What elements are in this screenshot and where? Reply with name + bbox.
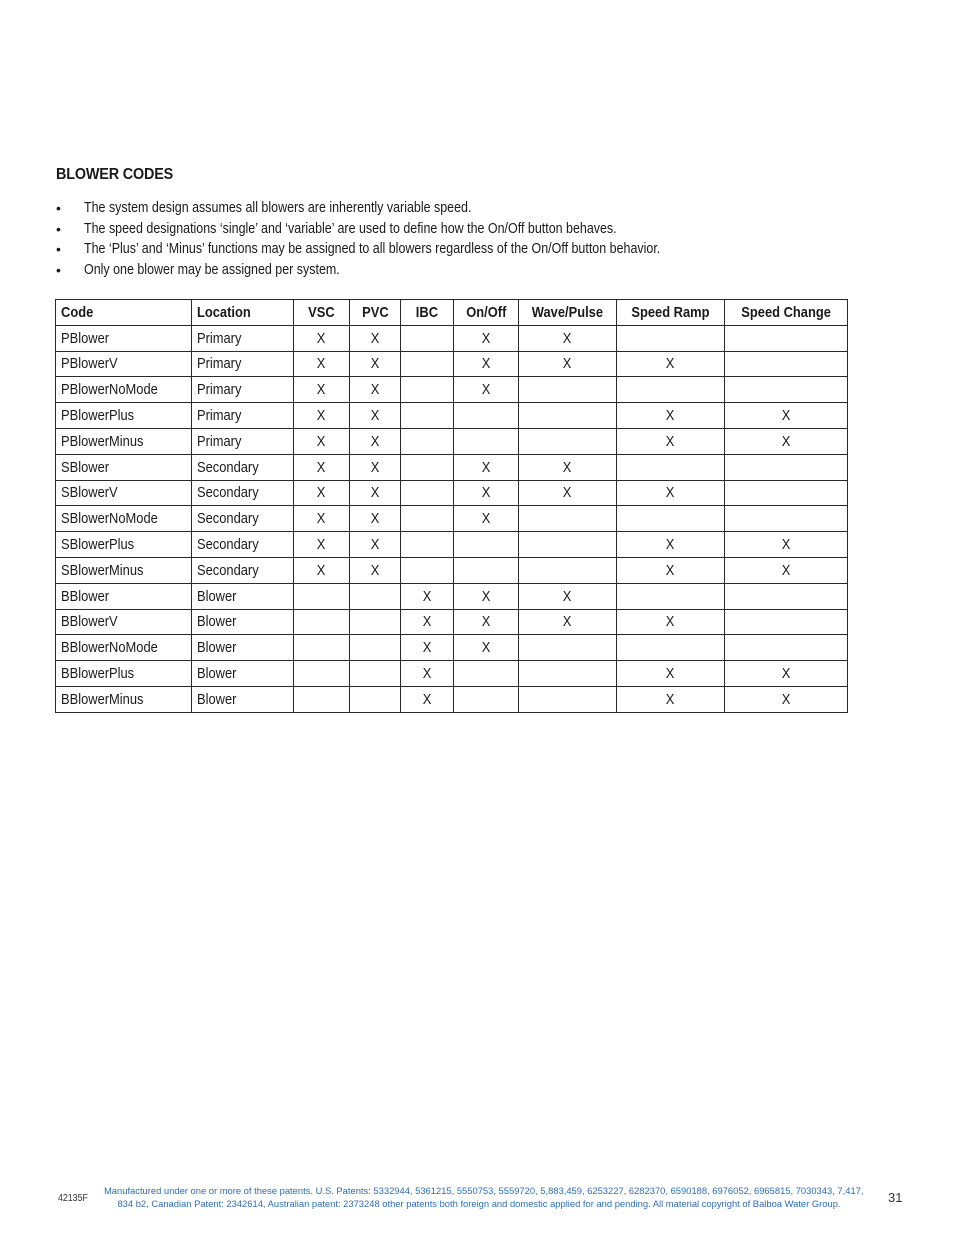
feature-cell xyxy=(725,635,848,661)
code-cell: PBlowerNoMode xyxy=(56,377,192,403)
feature-cell: X xyxy=(294,506,350,532)
feature-cell xyxy=(454,661,519,687)
feature-cell xyxy=(350,609,401,635)
feature-cell xyxy=(350,583,401,609)
feature-cell: X xyxy=(617,609,725,635)
feature-cell xyxy=(519,635,617,661)
feature-cell: X xyxy=(725,403,848,429)
bullet-item xyxy=(56,219,876,240)
feature-cell xyxy=(454,403,519,429)
feature-cell: X xyxy=(401,609,454,635)
column-header-wave-pulse: Wave/Pulse xyxy=(519,300,617,326)
feature-cell xyxy=(401,351,454,377)
feature-cell: X xyxy=(350,480,401,506)
feature-cell: X xyxy=(725,428,848,454)
column-header-speed-ramp: Speed Ramp xyxy=(617,300,725,326)
location-cell: Primary xyxy=(192,403,294,429)
feature-cell xyxy=(725,583,848,609)
feature-cell: X xyxy=(350,428,401,454)
feature-cell: X xyxy=(350,557,401,583)
code-cell: PBlower xyxy=(56,325,192,351)
feature-cell: X xyxy=(617,557,725,583)
bullet-item xyxy=(56,239,876,260)
feature-cell: X xyxy=(294,454,350,480)
feature-cell: X xyxy=(401,583,454,609)
feature-cell: X xyxy=(725,557,848,583)
location-cell: Blower xyxy=(192,661,294,687)
location-cell: Secondary xyxy=(192,480,294,506)
feature-cell: X xyxy=(454,377,519,403)
table-row xyxy=(56,609,848,635)
feature-cell: X xyxy=(617,480,725,506)
table-header-row xyxy=(56,300,848,326)
patent-notice-line: 834 b2, Canadian Patent: 2342614, Australian patent: 2373248 other patents both foreign and domestic applied for and pending. All material copyright of Balboa Water Group. xyxy=(117,1198,841,1209)
location-cell: Blower xyxy=(192,583,294,609)
feature-cell: X xyxy=(454,609,519,635)
feature-cell: X xyxy=(519,609,617,635)
feature-cell xyxy=(725,325,848,351)
table-row xyxy=(56,480,848,506)
column-header-speed-change: Speed Change xyxy=(725,300,848,326)
feature-cell xyxy=(294,686,350,712)
code-cell: BBlowerMinus xyxy=(56,686,192,712)
document-code: 42135F xyxy=(58,1193,88,1204)
feature-cell xyxy=(617,506,725,532)
location-cell: Secondary xyxy=(192,454,294,480)
feature-cell: X xyxy=(294,403,350,429)
column-header-on-off: On/Off xyxy=(454,300,519,326)
feature-cell: X xyxy=(350,377,401,403)
feature-cell xyxy=(294,635,350,661)
feature-cell xyxy=(519,557,617,583)
bullet-text: The ‘Plus’ and ‘Minus’ functions may be assigned to all blowers regardless of the On/Off button behavior. xyxy=(84,241,661,258)
code-cell: SBlowerPlus xyxy=(56,532,192,558)
table-row xyxy=(56,635,848,661)
bullet-text: The speed designations ‘single’ and ‘variable’ are used to define how the On/Off button behaves. xyxy=(84,220,617,237)
feature-cell: X xyxy=(454,480,519,506)
table-body xyxy=(56,325,848,712)
table-row xyxy=(56,583,848,609)
feature-cell xyxy=(401,403,454,429)
feature-cell xyxy=(617,377,725,403)
feature-cell xyxy=(519,377,617,403)
feature-cell: X xyxy=(725,661,848,687)
feature-cell: X xyxy=(519,351,617,377)
feature-cell xyxy=(294,609,350,635)
feature-cell: X xyxy=(454,506,519,532)
feature-cell: X xyxy=(454,583,519,609)
feature-cell: X xyxy=(454,635,519,661)
table-row xyxy=(56,428,848,454)
feature-cell: X xyxy=(294,480,350,506)
feature-cell xyxy=(725,454,848,480)
table-row xyxy=(56,325,848,351)
feature-cell xyxy=(725,377,848,403)
location-cell: Blower xyxy=(192,686,294,712)
column-header-code: Code xyxy=(56,300,192,326)
feature-cell xyxy=(725,506,848,532)
feature-cell xyxy=(401,454,454,480)
feature-cell: X xyxy=(401,661,454,687)
column-header-ibc: IBC xyxy=(401,300,454,326)
feature-cell xyxy=(519,506,617,532)
location-cell: Blower xyxy=(192,635,294,661)
feature-cell: X xyxy=(617,661,725,687)
location-cell: Blower xyxy=(192,609,294,635)
location-cell: Primary xyxy=(192,351,294,377)
bullet-dot: • xyxy=(56,220,61,237)
feature-cell: X xyxy=(454,454,519,480)
feature-cell xyxy=(454,686,519,712)
table-row xyxy=(56,557,848,583)
feature-cell xyxy=(401,480,454,506)
feature-cell: X xyxy=(350,454,401,480)
feature-cell: X xyxy=(401,686,454,712)
feature-cell: X xyxy=(617,532,725,558)
bullet-text: Only one blower may be assigned per system. xyxy=(84,262,340,279)
location-cell: Secondary xyxy=(192,506,294,532)
feature-cell xyxy=(401,377,454,403)
table-row xyxy=(56,377,848,403)
feature-cell xyxy=(454,557,519,583)
code-cell: BBlowerV xyxy=(56,609,192,635)
feature-cell xyxy=(294,583,350,609)
table-row xyxy=(56,532,848,558)
feature-cell xyxy=(401,557,454,583)
feature-cell: X xyxy=(725,686,848,712)
feature-cell: X xyxy=(519,583,617,609)
bullet-dot: • xyxy=(56,262,61,279)
code-cell: SBlower xyxy=(56,454,192,480)
feature-cell xyxy=(617,454,725,480)
table-row xyxy=(56,506,848,532)
patent-notice-line: Manufactured under one or more of these patents. U.S. Patents: 5332944, 5361215, 5550753, 5559720, 5,883,459, 6253227, 6282370, 6590188, 6976052, 6965815, 7030343, 7,417, xyxy=(104,1185,864,1196)
feature-cell: X xyxy=(294,351,350,377)
feature-cell: X xyxy=(617,686,725,712)
table-row xyxy=(56,686,848,712)
bullet-list xyxy=(56,198,876,281)
bullet-dot: • xyxy=(56,200,61,216)
section-title: BLOWER CODES xyxy=(56,166,174,183)
feature-cell: X xyxy=(294,532,350,558)
column-header-location: Location xyxy=(192,300,294,326)
patent-notice xyxy=(104,1184,864,1210)
feature-cell: X xyxy=(350,532,401,558)
table-row xyxy=(56,661,848,687)
feature-cell: X xyxy=(519,454,617,480)
feature-cell xyxy=(454,428,519,454)
location-cell: Primary xyxy=(192,325,294,351)
feature-cell: X xyxy=(617,403,725,429)
feature-cell: X xyxy=(454,351,519,377)
code-cell: SBlowerNoMode xyxy=(56,506,192,532)
feature-cell: X xyxy=(350,351,401,377)
feature-cell: X xyxy=(294,325,350,351)
location-cell: Secondary xyxy=(192,532,294,558)
feature-cell: X xyxy=(350,403,401,429)
feature-cell: X xyxy=(617,351,725,377)
column-header-pvc: PVC xyxy=(350,300,401,326)
bullet-item xyxy=(56,260,876,281)
feature-cell xyxy=(725,480,848,506)
table-row xyxy=(56,454,848,480)
feature-cell: X xyxy=(725,532,848,558)
code-cell: BBlowerNoMode xyxy=(56,635,192,661)
feature-cell xyxy=(519,428,617,454)
bullet-text: The system design assumes all blowers are inherently variable speed. xyxy=(84,200,472,216)
feature-cell: X xyxy=(294,377,350,403)
feature-cell xyxy=(401,325,454,351)
feature-cell xyxy=(617,583,725,609)
code-cell: PBlowerMinus xyxy=(56,428,192,454)
feature-cell: X xyxy=(350,325,401,351)
column-header-vsc: VSC xyxy=(294,300,350,326)
feature-cell xyxy=(617,635,725,661)
table-row xyxy=(56,403,848,429)
feature-cell xyxy=(294,661,350,687)
code-cell: PBlowerV xyxy=(56,351,192,377)
feature-cell xyxy=(725,609,848,635)
bullet-dot: • xyxy=(56,241,61,258)
feature-cell xyxy=(617,325,725,351)
page-number: 31 xyxy=(888,1190,903,1205)
feature-cell xyxy=(401,532,454,558)
location-cell: Primary xyxy=(192,377,294,403)
feature-cell xyxy=(519,403,617,429)
feature-cell: X xyxy=(401,635,454,661)
feature-cell xyxy=(519,686,617,712)
feature-cell xyxy=(401,428,454,454)
feature-cell xyxy=(519,532,617,558)
feature-cell: X xyxy=(617,428,725,454)
feature-cell xyxy=(519,661,617,687)
feature-cell xyxy=(454,532,519,558)
feature-cell: X xyxy=(519,325,617,351)
feature-cell: X xyxy=(294,557,350,583)
code-cell: BBlower xyxy=(56,583,192,609)
code-cell: BBlowerPlus xyxy=(56,661,192,687)
feature-cell xyxy=(350,661,401,687)
code-cell: SBlowerMinus xyxy=(56,557,192,583)
feature-cell xyxy=(350,686,401,712)
location-cell: Primary xyxy=(192,428,294,454)
feature-cell xyxy=(350,635,401,661)
feature-cell: X xyxy=(454,325,519,351)
feature-cell xyxy=(401,506,454,532)
bullet-item xyxy=(56,198,876,219)
feature-cell: X xyxy=(350,506,401,532)
table-row xyxy=(56,351,848,377)
code-cell: PBlowerPlus xyxy=(56,403,192,429)
feature-cell: X xyxy=(519,480,617,506)
code-cell: SBlowerV xyxy=(56,480,192,506)
blower-codes-table xyxy=(55,299,848,713)
feature-cell xyxy=(725,351,848,377)
feature-cell: X xyxy=(294,428,350,454)
location-cell: Secondary xyxy=(192,557,294,583)
